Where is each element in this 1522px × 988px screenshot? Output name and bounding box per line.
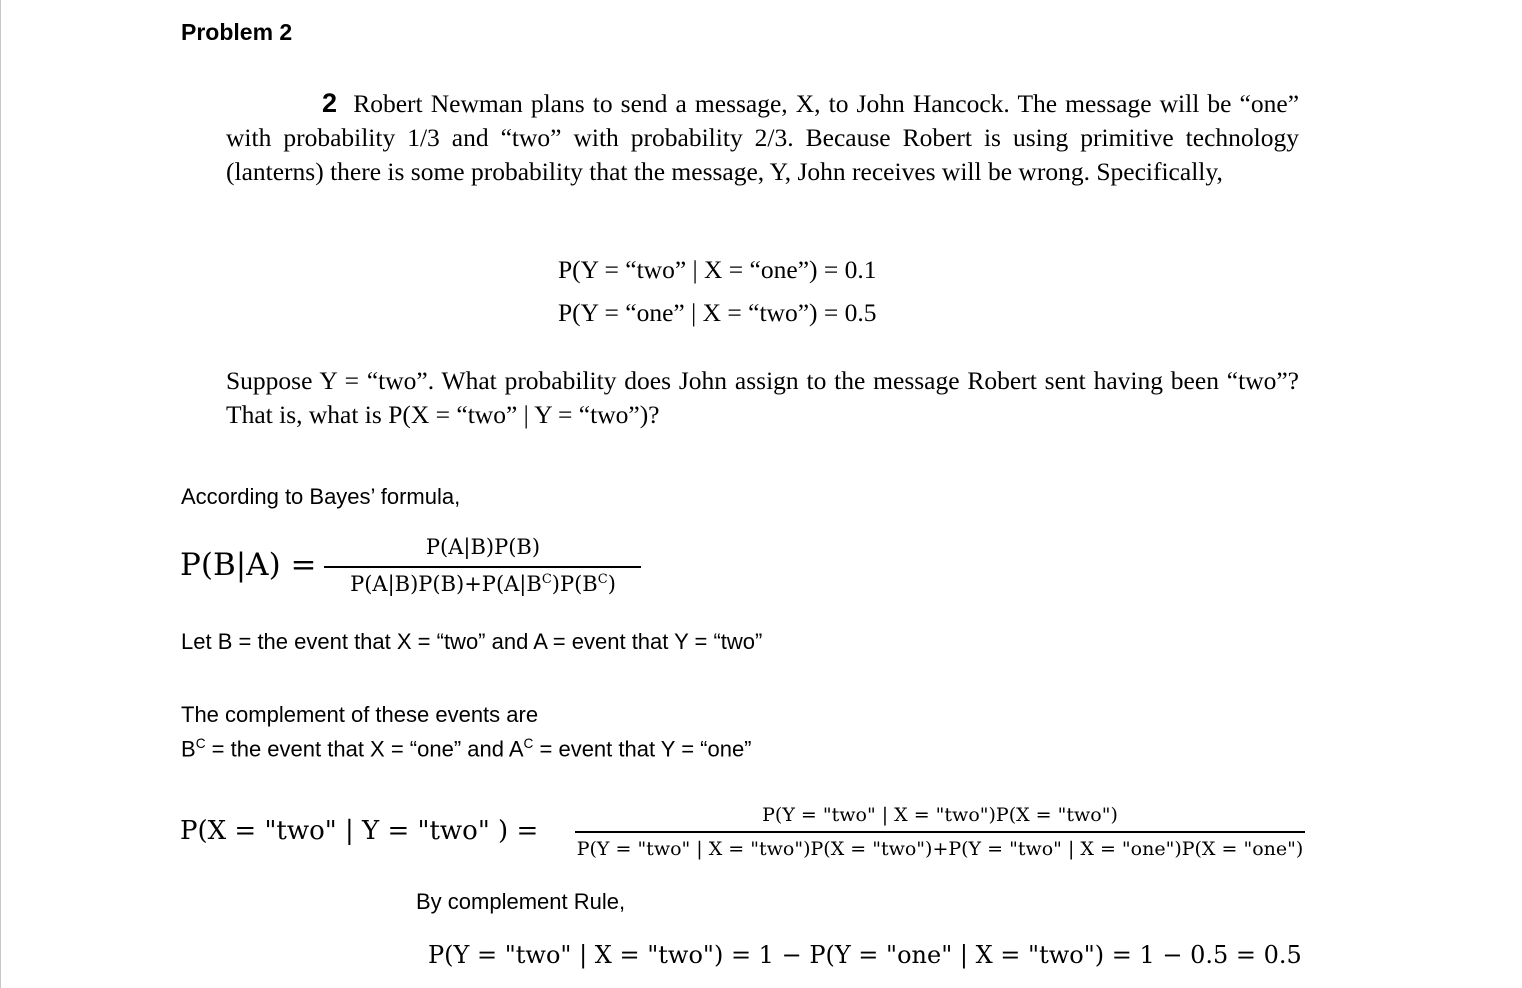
complement-rule-label: By complement Rule, <box>416 889 626 914</box>
page-left-border <box>0 0 1 988</box>
given-equation-2: P(Y = “one” | X = “two”) = 0.5 <box>558 298 877 327</box>
bayes-formula <box>180 535 650 605</box>
main-fraction-bar <box>575 831 1305 833</box>
complement-line: $B^C$ = the event that X = “one” and $A^C$ = event that Y = “one” <box>181 736 752 762</box>
problem-question-text: Suppose Y = “two”. What probability does John assign to the message Robert sent having been “two”? That is, what is P(X = “two” | Y = “two”)? <box>226 366 1299 429</box>
complement-rule-equation: P(Y = "two" | X = "two") = 1 − P(Y = "one" | X = "two") = 1 − 0.5 = 0.5 <box>428 941 1302 969</box>
bayes-lhs: P(B|A) = <box>180 547 317 583</box>
bayes-intro: According to Bayes’ formula, <box>181 484 461 509</box>
problem-question <box>226 364 1299 432</box>
main-lhs: P(X = "two" | Y = "two" ) = <box>180 816 539 846</box>
bayes-numerator: P(A|B)P(B) <box>425 535 541 559</box>
problem-heading: Problem 2 <box>181 19 293 45</box>
main-formula <box>180 803 1320 867</box>
problem-intro-text: Robert Newman plans to send a message, X, to John Hancock. The message will be “one” with probability 1/3 and “two” with probability 2/3. Because Robert is using primitive technology (lanterns) there is some probability that the message, Y, John receives will be wrong. Specifically, <box>226 89 1300 186</box>
problem-number: 2 <box>322 88 338 118</box>
bayes-fraction-bar <box>324 566 641 568</box>
bayes-denominator: $P(A|B)P(B)+P(A|B^C)P(B^C)$ <box>350 572 616 596</box>
given-equation-1: P(Y = “two” | X = “one”) = 0.1 <box>558 255 877 284</box>
let-line: Let B = the event that X = “two” and A = event that Y = “two” <box>181 629 763 654</box>
main-numerator: P(Y = "two" | X = "two")P(X = "two") <box>762 804 1118 826</box>
complement-intro: The complement of these events are <box>181 702 539 727</box>
main-denominator: P(Y = "two" | X = "two")P(X = "two")+P(Y = "two" | X = "one")P(X = "one") <box>576 838 1304 860</box>
problem-intro <box>226 86 1299 189</box>
